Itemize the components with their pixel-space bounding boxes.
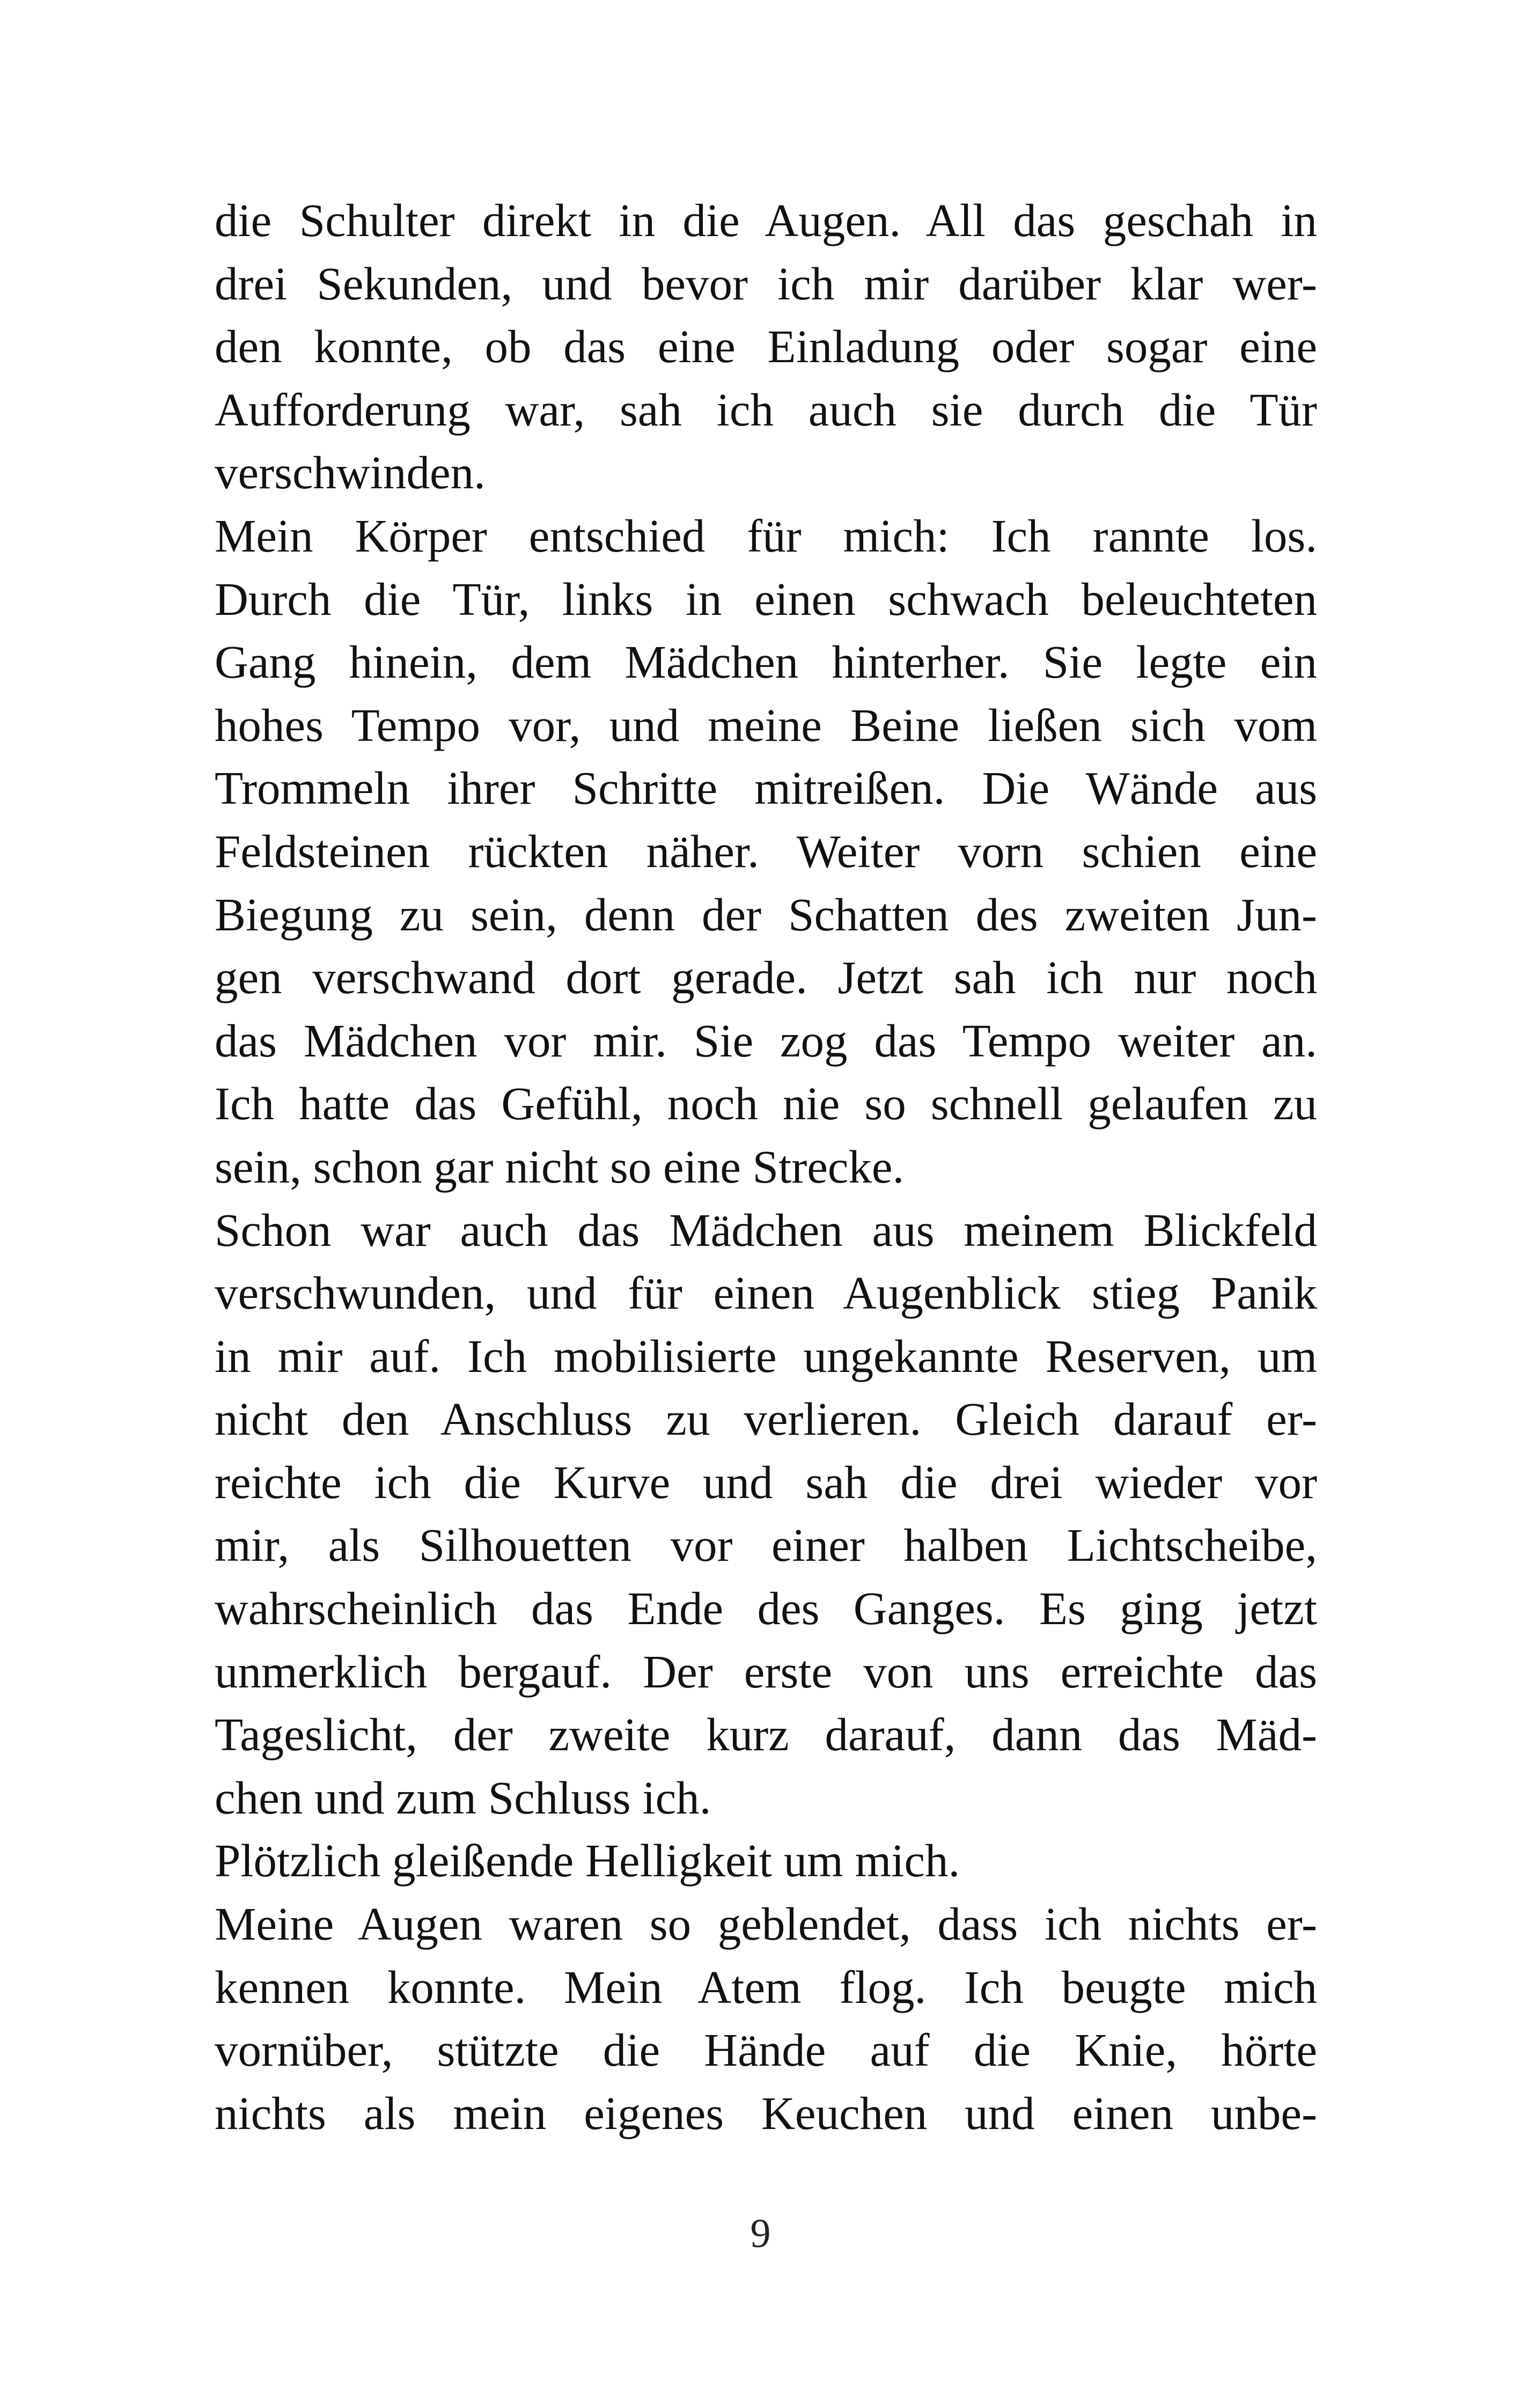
text-line: Durch die Tür, links in einen schwach beleuchteten bbox=[215, 572, 1317, 625]
text-line: chen und zum Schluss ich. bbox=[215, 1771, 711, 1824]
text-line: verschwinden. bbox=[215, 446, 486, 499]
text-line: Ich hatte das Gefühl, noch nie so schnell gelaufen zu bbox=[215, 1077, 1317, 1130]
text-line: vornüber, stützte die Hände auf die Knie, hörte bbox=[215, 2024, 1317, 2076]
body-text bbox=[215, 189, 1317, 2145]
text-line: die Schulter direkt in die Augen. All das geschah in bbox=[215, 194, 1317, 246]
text-line: hohes Tempo vor, und meine Beine ließen sich vom bbox=[215, 699, 1317, 751]
text-line: Schon war auch das Mädchen aus meinem Blickfeld bbox=[215, 1203, 1317, 1256]
text-line: Tageslicht, der zweite kurz darauf, dann das Mäd- bbox=[215, 1708, 1317, 1761]
text-line: Mein Körper entschied für mich: Ich rannte los. bbox=[215, 509, 1317, 562]
text-line: Feldsteinen rückten näher. Weiter vorn schien eine bbox=[215, 825, 1317, 877]
text-line: mir, als Silhouetten vor einer halben Lichtscheibe, bbox=[215, 1519, 1317, 1572]
text-line: sein, schon gar nicht so eine Strecke. bbox=[215, 1140, 905, 1193]
page-number: 9 bbox=[750, 2211, 771, 2256]
text-line: Aufforderung war, sah ich auch sie durch die Tür bbox=[215, 383, 1317, 436]
text-line: reichte ich die Kurve und sah die drei wieder vor bbox=[215, 1456, 1317, 1508]
text-line: wahrscheinlich das Ende des Ganges. Es ging jetzt bbox=[215, 1582, 1317, 1635]
text-line: Trommeln ihrer Schritte mitreißen. Die Wände aus bbox=[215, 762, 1317, 814]
text-line: in mir auf. Ich mobilisierte ungekannte Reserven, um bbox=[215, 1330, 1317, 1382]
text-line: das Mädchen vor mir. Sie zog das Tempo weiter an. bbox=[215, 1014, 1317, 1067]
text-line: nichts als mein eigenes Keuchen und einen unbe- bbox=[215, 2087, 1317, 2139]
text-line: nicht den Anschluss zu verlieren. Gleich darauf er- bbox=[215, 1393, 1317, 1445]
text-line: verschwunden, und für einen Augenblick stieg Panik bbox=[215, 1267, 1317, 1319]
text-line: gen verschwand dort gerade. Jetzt sah ich nur noch bbox=[215, 951, 1317, 1004]
text-line: drei Sekunden, und bevor ich mir darüber klar wer- bbox=[215, 257, 1317, 310]
text-line: kennen konnte. Mein Atem flog. Ich beugte mich bbox=[215, 1961, 1317, 2013]
text-line: Biegung zu sein, denn der Schatten des zweiten Jun- bbox=[215, 888, 1317, 941]
text-line: Gang hinein, dem Mädchen hinterher. Sie legte ein bbox=[215, 636, 1317, 688]
text-line: den konnte, ob das eine Einladung oder sogar eine bbox=[215, 320, 1317, 373]
text-line: Plötzlich gleißende Helligkeit um mich. bbox=[215, 1834, 960, 1887]
text-line: Meine Augen waren so geblendet, dass ich nichts er- bbox=[215, 1898, 1317, 1950]
text-line: unmerklich bergauf. Der erste von uns erreichte das bbox=[215, 1645, 1317, 1698]
